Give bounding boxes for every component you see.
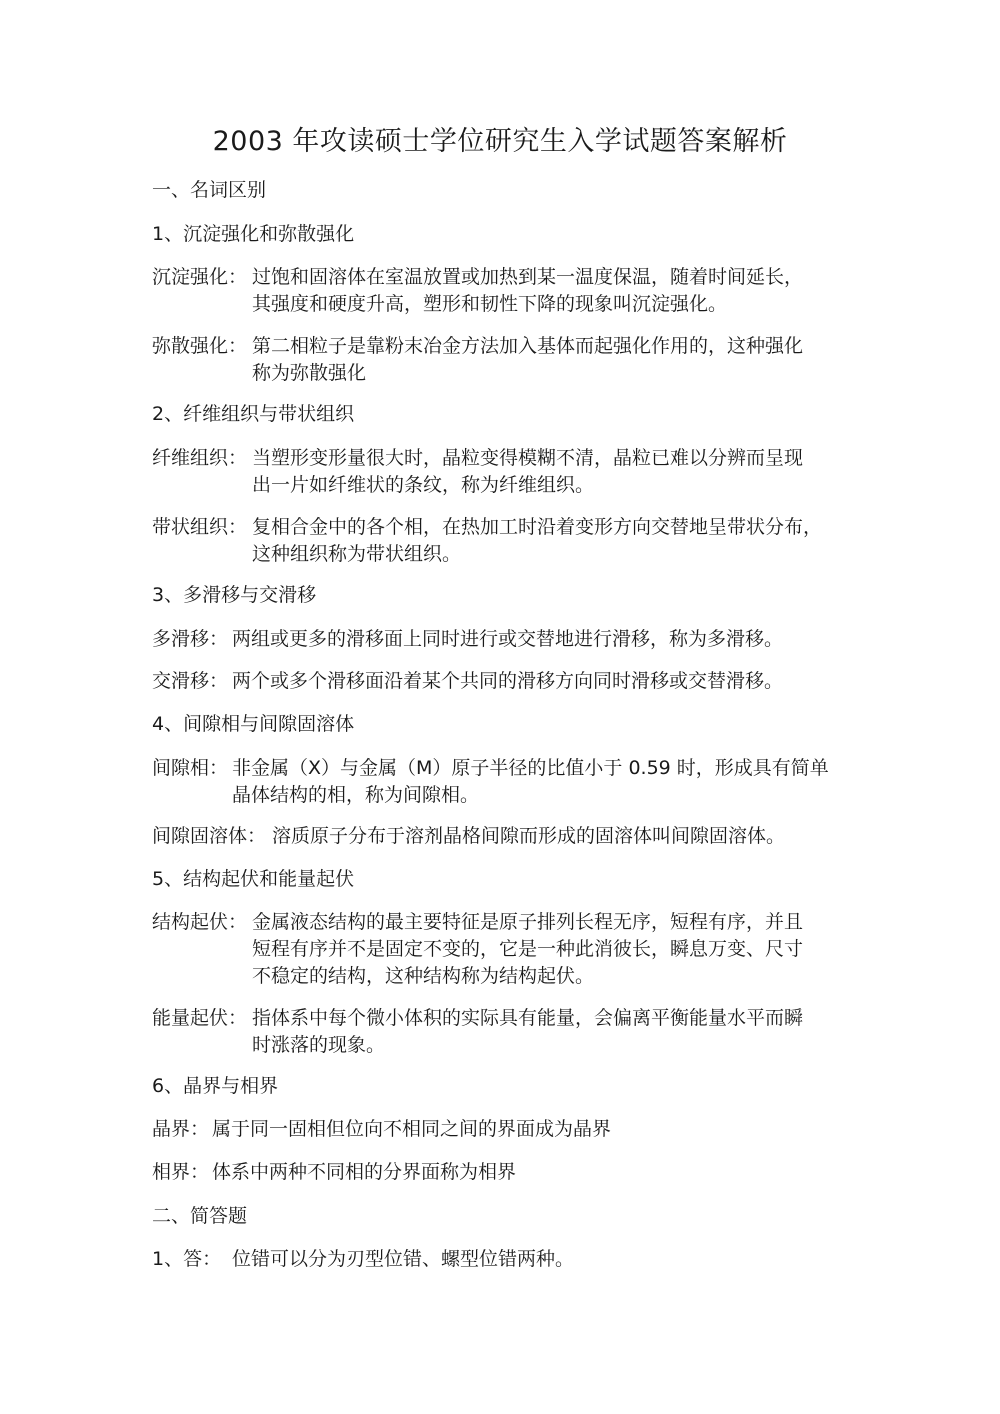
definition-line: 晶体结构的相，称为间隙相。 bbox=[232, 784, 480, 806]
term-label: 带状组织： bbox=[152, 516, 248, 538]
definition-phase-boundary bbox=[152, 1159, 517, 1186]
definition-multiple-slip bbox=[152, 626, 784, 653]
answer-label: 1、答： bbox=[152, 1248, 222, 1270]
answer-1 bbox=[152, 1246, 575, 1273]
definition-text bbox=[252, 333, 803, 387]
definition-text bbox=[212, 1116, 611, 1143]
definition-line: 过饱和固溶体在室温放置或加热到某一温度保温，随着时间延长， bbox=[252, 266, 804, 288]
definition-text bbox=[232, 755, 829, 809]
term-label: 弥散强化： bbox=[152, 335, 248, 357]
term-label: 晶界： bbox=[152, 1118, 210, 1140]
term-label: 间隙固溶体： bbox=[152, 825, 267, 847]
definition-text bbox=[252, 264, 803, 318]
definition-line: 两个或多个滑移面沿着某个共同的滑移方向同时滑移或交替滑移。 bbox=[232, 670, 784, 692]
definition-text bbox=[252, 445, 803, 499]
definition-dispersion-strengthening bbox=[152, 333, 804, 384]
definition-interstitial-solid-solution bbox=[152, 823, 786, 850]
definition-line: 属于同一固相但位向不相同之间的界面成为晶界 bbox=[212, 1118, 612, 1140]
definition-line: 短程有序并不是固定不变的，它是一种此消彼长，瞬息万变、尺寸 bbox=[252, 938, 804, 960]
question-heading-5: 5、结构起伏和能量起伏 bbox=[152, 868, 355, 890]
definition-line: 金属液态结构的最主要特征是原子排列长程无序，短程有序，并且 bbox=[252, 911, 804, 933]
section-heading-terms: 一、名词区别 bbox=[152, 179, 267, 201]
definition-text bbox=[272, 823, 785, 850]
question-heading-4: 4、间隙相与间隙固溶体 bbox=[152, 713, 355, 735]
definition-energy-fluctuation bbox=[152, 1005, 804, 1056]
page-title: 2003 年攻读硕士学位研究生入学试题答案解析 bbox=[212, 126, 788, 157]
definition-line: 非金属（X）与金属（M）原子半径的比值小于 0.59 时，形成具有简单 bbox=[232, 757, 829, 779]
term-label: 相界： bbox=[152, 1161, 210, 1183]
definition-interstitial-phase bbox=[152, 755, 829, 806]
definition-line: 不稳定的结构，这种结构称为结构起伏。 bbox=[252, 965, 595, 987]
definition-text bbox=[252, 514, 822, 568]
definition-fiber-structure bbox=[152, 445, 804, 496]
section-heading-short-answer: 二、简答题 bbox=[152, 1205, 248, 1227]
term-label: 交滑移： bbox=[152, 670, 229, 692]
definition-banded-structure bbox=[152, 514, 823, 565]
definition-structural-fluctuation bbox=[152, 909, 804, 987]
question-heading-3: 3、多滑移与交滑移 bbox=[152, 584, 317, 606]
definition-line: 第二相粒子是靠粉末冶金方法加入基体而起强化作用的，这种强化 bbox=[252, 335, 804, 357]
answer-text bbox=[232, 1246, 574, 1273]
definition-cross-slip bbox=[152, 668, 784, 695]
definition-line: 指体系中每个微小体积的实际具有能量，会偏离平衡能量水平而瞬 bbox=[252, 1007, 804, 1029]
term-label: 能量起伏： bbox=[152, 1007, 248, 1029]
definition-line: 称为弥散强化 bbox=[252, 362, 367, 384]
term-label: 间隙相： bbox=[152, 757, 229, 779]
answer-line: 位错可以分为刃型位错、螺型位错两种。 bbox=[232, 1248, 575, 1270]
definition-grain-boundary bbox=[152, 1116, 612, 1143]
definition-text bbox=[252, 909, 803, 990]
definition-line: 当塑形变形量很大时，晶粒变得模糊不清，晶粒已难以分辨而呈现 bbox=[252, 447, 804, 469]
question-heading-6: 6、晶界与相界 bbox=[152, 1075, 279, 1097]
definition-line: 时涨落的现象。 bbox=[252, 1034, 386, 1056]
definition-text bbox=[232, 668, 783, 695]
question-heading-1: 1、沉淀强化和弥散强化 bbox=[152, 223, 355, 245]
definition-line: 体系中两种不同相的分界面称为相界 bbox=[212, 1161, 517, 1183]
term-label: 沉淀强化： bbox=[152, 266, 248, 288]
definition-text bbox=[252, 1005, 803, 1059]
question-heading-2: 2、纤维组织与带状组织 bbox=[152, 403, 355, 425]
term-label: 纤维组织： bbox=[152, 447, 248, 469]
term-label: 多滑移： bbox=[152, 628, 229, 650]
definition-line: 这种组织称为带状组织。 bbox=[252, 543, 462, 565]
definition-line: 其强度和硬度升高，塑形和韧性下降的现象叫沉淀强化。 bbox=[252, 293, 728, 315]
definition-line: 复相合金中的各个相，在热加工时沿着变形方向交替地呈带状分布， bbox=[252, 516, 823, 538]
definition-precipitation-strengthening bbox=[152, 264, 804, 315]
definition-text bbox=[232, 626, 783, 653]
definition-line: 两组或更多的滑移面上同时进行或交替地进行滑移，称为多滑移。 bbox=[232, 628, 784, 650]
term-label: 结构起伏： bbox=[152, 911, 248, 933]
definition-line: 出一片如纤维状的条纹，称为纤维组织。 bbox=[252, 474, 595, 496]
definition-text bbox=[212, 1159, 516, 1186]
definition-line: 溶质原子分布于溶剂晶格间隙而形成的固溶体叫间隙固溶体。 bbox=[272, 825, 786, 847]
